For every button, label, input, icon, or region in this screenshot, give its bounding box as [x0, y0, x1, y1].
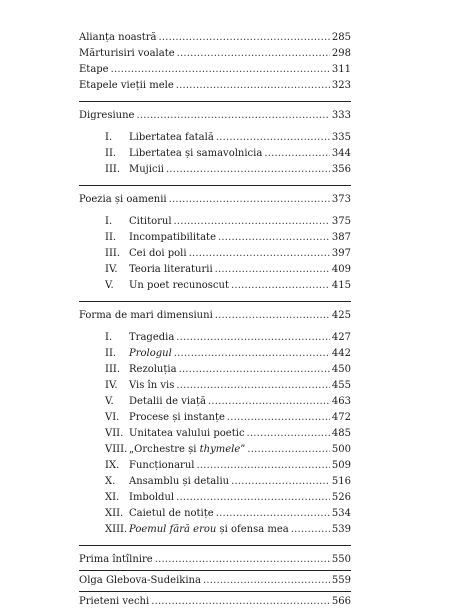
- toc-entry-title: Alianța noastră: [79, 32, 157, 43]
- section-divider: [79, 101, 351, 102]
- toc-subentry-number: II.: [105, 148, 117, 159]
- toc-entry-page: 415: [331, 280, 351, 291]
- toc-entry-title: Vis în vis: [129, 380, 175, 391]
- dot-leader: [215, 262, 330, 278]
- toc-entry-page: 373: [331, 194, 351, 205]
- toc-entry-page: 485: [331, 428, 351, 439]
- toc-entry-title: [129, 442, 245, 458]
- toc-entry-title: [129, 522, 289, 538]
- toc-entry-title: Teoria literaturii: [129, 264, 213, 275]
- toc-subentry: [79, 346, 351, 362]
- toc-entry-page: 450: [331, 364, 351, 375]
- toc-entry-title: Olga Glebova-Sudeikina: [79, 575, 201, 586]
- toc-subentry: [79, 278, 351, 294]
- toc-entry-title: Mărturisiri voalate: [79, 48, 175, 59]
- toc-entry-title: Prieteni vechi: [79, 596, 150, 607]
- dot-leader: [176, 490, 330, 506]
- toc-entry-page: 534: [331, 508, 351, 519]
- toc-entry-page: 344: [331, 148, 351, 159]
- toc-entry-title: Funcționarul: [129, 460, 195, 471]
- dot-leader: [177, 46, 330, 62]
- toc-entry: [79, 46, 351, 62]
- toc-entry-title: Mujicii: [129, 164, 164, 175]
- toc-entry-page: 409: [331, 264, 351, 275]
- toc-subentry-number: IV.: [105, 380, 118, 391]
- toc-entry-title: Un poet recunoscut: [129, 280, 229, 291]
- toc-subentry: [79, 162, 351, 178]
- toc-entry-page: 425: [331, 310, 351, 321]
- toc-subentry: [79, 522, 351, 538]
- toc-entry-title: Cei doi poli: [129, 248, 187, 259]
- toc-entry-page: 509: [331, 460, 351, 471]
- toc-entry-page: 463: [331, 396, 351, 407]
- dot-leader: [174, 214, 330, 230]
- toc-entry-title-italic: Poemul fără erou: [129, 524, 217, 535]
- toc-entry-title: Forma de mari dimensiuni: [79, 310, 213, 321]
- dot-leader: [216, 506, 330, 522]
- toc-subentry-number: XII.: [105, 508, 124, 519]
- toc-entry-title: Libertatea și samavolnicia: [129, 148, 263, 159]
- toc-entry-page: 442: [331, 348, 351, 359]
- toc-entry-page: 335: [331, 132, 351, 143]
- toc-entry-page: 311: [331, 64, 351, 75]
- toc-entry-title-part: ”: [240, 444, 246, 455]
- toc-entry-page: 500: [331, 444, 351, 455]
- toc-subentry: [79, 506, 351, 522]
- toc-subentry-number: XI.: [105, 492, 120, 503]
- toc-entry-title: Unitatea valului poetic: [129, 428, 245, 439]
- dot-leader: [111, 62, 330, 78]
- toc-subentry-number: I.: [105, 132, 113, 143]
- table-of-contents: [79, 30, 351, 610]
- dot-leader: [247, 426, 330, 442]
- toc-subentry: [79, 146, 351, 162]
- dot-leader: [176, 78, 330, 94]
- toc-entry-page: 285: [331, 32, 351, 43]
- dot-leader: [196, 458, 329, 474]
- toc-entry-title: Etape: [79, 64, 109, 75]
- dot-leader: [218, 230, 330, 246]
- toc-subentry-number: V.: [105, 280, 114, 291]
- toc-entry-page: 550: [331, 554, 351, 565]
- toc-entry-page: 526: [331, 492, 351, 503]
- toc-subentry: [79, 330, 351, 346]
- toc-subentry-number: XIII.: [105, 524, 128, 535]
- toc-subentry: [79, 262, 351, 278]
- toc-subentry: [79, 394, 351, 410]
- toc-subentry-number: VIII.: [105, 444, 128, 455]
- toc-entry-title: Poezia și oamenii: [79, 194, 167, 205]
- toc-subentry: [79, 214, 351, 230]
- dot-leader: [179, 362, 330, 378]
- toc-entry-title: Incompatibilitate: [129, 232, 216, 243]
- toc-subentry-number: I.: [105, 216, 113, 227]
- toc-entry-page: 298: [331, 48, 351, 59]
- toc-subentry-number: II.: [105, 232, 117, 243]
- dot-leader: [174, 346, 330, 362]
- toc-entry-title-italic: thymele: [199, 444, 241, 455]
- toc-subentry: [79, 442, 351, 458]
- dot-leader: [189, 246, 330, 262]
- toc-subentry: [79, 474, 351, 490]
- dot-leader: [227, 410, 330, 426]
- dot-leader: [264, 146, 330, 162]
- toc-entry-title: Detalii de viață: [129, 396, 206, 407]
- section-divider: [79, 591, 351, 592]
- toc-entry-page: 397: [331, 248, 351, 259]
- section-divider: [79, 545, 351, 546]
- toc-subentry-number: VI.: [105, 412, 120, 423]
- toc-subentry-number: III.: [105, 164, 121, 175]
- toc-entry: [79, 78, 351, 94]
- section-divider: [79, 301, 351, 302]
- toc-entry-title: Digresiune: [79, 110, 135, 121]
- toc-subentry-number: III.: [105, 364, 121, 375]
- toc-subentry: [79, 458, 351, 474]
- toc-section-heading: [79, 308, 351, 324]
- toc-entry-title-part: și ofensa mea: [216, 524, 289, 535]
- toc-entry-title: Etapele vieții mele: [79, 80, 174, 91]
- toc-entry-title: Procese și instanțe: [129, 412, 225, 423]
- toc-entry: [79, 594, 351, 610]
- toc-subentry-number: IV.: [105, 264, 118, 275]
- toc-entry-title-part: „Orchestre și: [129, 444, 200, 455]
- toc-entry-title: Tragedia: [129, 332, 175, 343]
- toc-entry-page: 375: [331, 216, 351, 227]
- dot-leader: [159, 30, 330, 46]
- toc-subentry-number: III.: [105, 248, 121, 259]
- dot-leader: [203, 573, 330, 589]
- toc-subentry-number: II.: [105, 348, 117, 359]
- toc-subentry: [79, 230, 351, 246]
- toc-subentry: [79, 130, 351, 146]
- dot-leader: [247, 442, 330, 458]
- toc-subentry: [79, 490, 351, 506]
- toc-subentry: [79, 362, 351, 378]
- toc-entry-page: 427: [331, 332, 351, 343]
- dot-leader: [215, 308, 330, 324]
- toc-subentry-number: I.: [105, 332, 113, 343]
- toc-entry-title: Cititorul: [129, 216, 172, 227]
- toc-entry-title: Prima întîlnire: [79, 554, 153, 565]
- toc-entry: [79, 30, 351, 46]
- dot-leader: [208, 394, 330, 410]
- dot-leader: [136, 108, 329, 124]
- dot-leader: [216, 130, 330, 146]
- dot-leader: [166, 162, 330, 178]
- dot-leader: [176, 330, 330, 346]
- toc-entry-page: 356: [331, 164, 351, 175]
- toc-subentry-number: VII.: [105, 428, 124, 439]
- dot-leader: [155, 552, 330, 568]
- toc-entry-page: 559: [331, 575, 351, 586]
- dot-leader: [231, 474, 330, 490]
- toc-subentry-number: IX.: [105, 460, 120, 471]
- toc-section-heading: [79, 108, 351, 124]
- toc-subentry-number: X.: [105, 476, 116, 487]
- toc-entry-page: 516: [331, 476, 351, 487]
- toc-subentry: [79, 410, 351, 426]
- dot-leader: [151, 594, 330, 610]
- dot-leader: [176, 378, 330, 394]
- toc-entry-title: Prologul: [129, 348, 172, 359]
- toc-entry: [79, 62, 351, 78]
- toc-entry-title: Rezoluția: [129, 364, 177, 375]
- toc-entry-page: 387: [331, 232, 351, 243]
- toc-entry-title: Libertatea fatală: [129, 132, 214, 143]
- dot-leader: [231, 278, 330, 294]
- toc-entry-page: 333: [331, 110, 351, 121]
- section-divider: [79, 570, 351, 571]
- toc-subentry: [79, 378, 351, 394]
- toc-subentry: [79, 246, 351, 262]
- toc-subentry-number: V.: [105, 396, 114, 407]
- toc-entry-title: Ansamblu și detaliu: [129, 476, 230, 487]
- toc-entry-page: 539: [331, 524, 351, 535]
- dot-leader: [291, 522, 330, 538]
- toc-entry-page: 455: [331, 380, 351, 391]
- toc-entry-page: 323: [331, 80, 351, 91]
- toc-entry-page: 472: [331, 412, 351, 423]
- toc-entry-page: 566: [331, 596, 351, 607]
- toc-entry: [79, 573, 351, 589]
- section-divider: [79, 185, 351, 186]
- toc-entry-title: Caietul de notițe: [129, 508, 214, 519]
- toc-entry-title: Imboldul: [129, 492, 175, 503]
- toc-entry: [79, 552, 351, 568]
- dot-leader: [169, 192, 330, 208]
- toc-subentry: [79, 426, 351, 442]
- toc-section-heading: [79, 192, 351, 208]
